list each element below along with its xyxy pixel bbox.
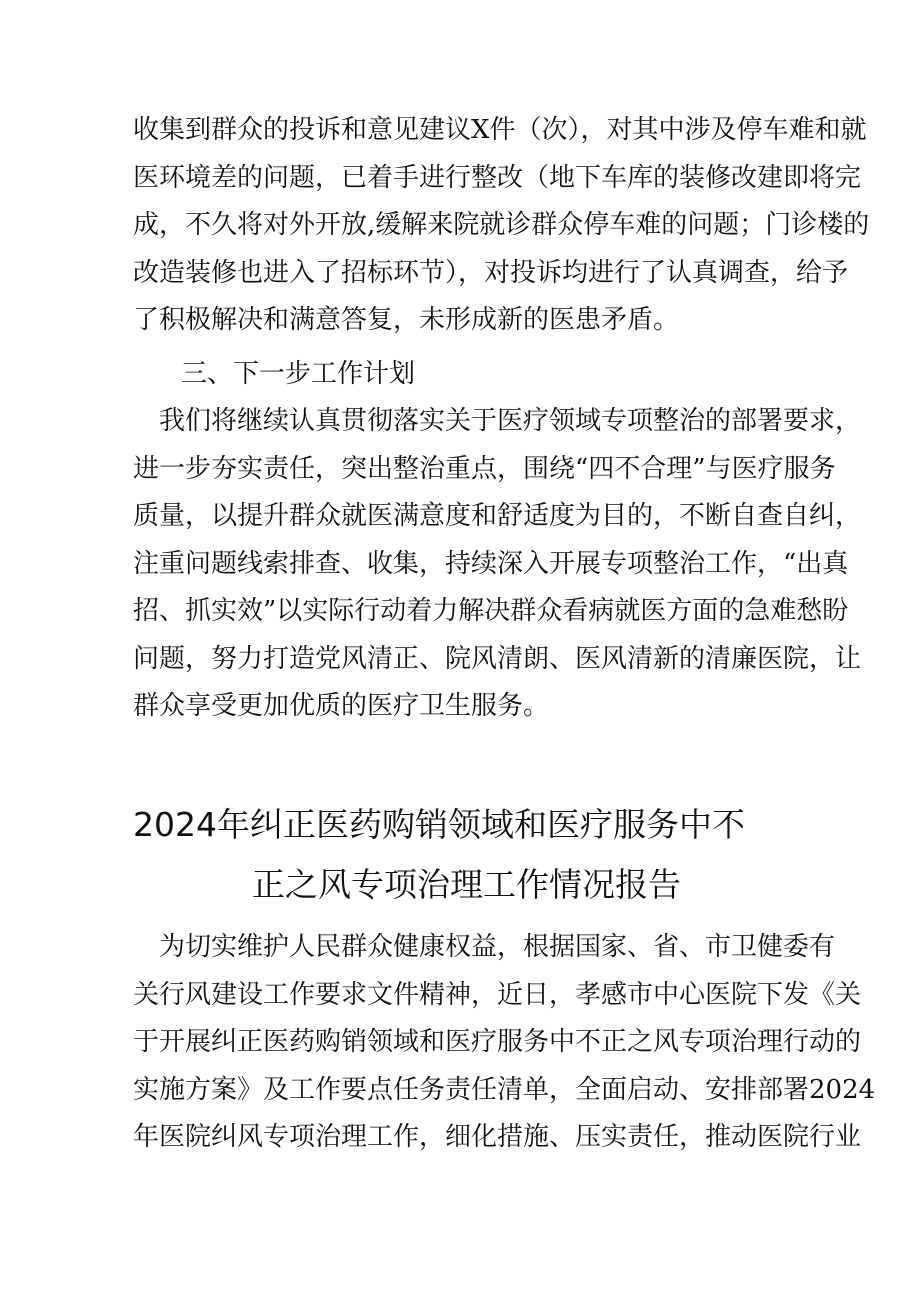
text-line: 质量，以提升群众就医满意度和舒适度为目的，不断自查自纠， — [133, 501, 862, 531]
text-line: 成，不久将对外开放,缓解来院就诊群众停车难的问题；门诊楼的 — [133, 210, 870, 240]
text-line: 问题，努力打造党风清正、院风清朗、医风清新的清廉医院，让 — [133, 643, 862, 674]
report-title-line-2: 正之风专项治理工作情况报告 — [252, 865, 681, 904]
text-line: 进一步夯实责任，突出整治重点，围绕“四不合理”与医疗服务 — [133, 453, 836, 484]
report-title-line-1: 2024年纠正医药购销领域和医疗服务中不 — [133, 805, 745, 844]
text-line: 了积极解决和满意答复，未形成新的医患矛盾。 — [133, 305, 680, 335]
text-line: 关行风建设工作要求文件精神，近日，孝感市中心医院下发《关 — [133, 979, 862, 1010]
text-line: 实施方案》及工作要点任务责任清单，全面启动、安排部署2024 — [133, 1074, 876, 1105]
paragraph-intro — [133, 924, 876, 1162]
text-line: 于开展纠正医药购销领域和医疗服务中不正之风专项治理行动的 — [133, 1027, 862, 1057]
text-line: 为切实维护人民群众健康权益，根据国家、省、市卫健委有 — [133, 932, 836, 962]
text-line: 医环境差的问题，已着手进行整改（地下车库的装修改建即将完 — [133, 162, 862, 193]
paragraph-plan — [133, 398, 862, 731]
text-line: 收集到群众的投诉和意见建议X件（次），对其中涉及停车难和就 — [133, 115, 867, 145]
text-line: 注重问题线索排查、收集，持续深入开展专项整治工作，“出真 — [133, 548, 849, 579]
text-line: 群众享受更加优质的医疗卫生服务。 — [133, 691, 550, 721]
text-line: 招、抓实效”以实际行动着力解决群众看病就医方面的急难愁盼 — [133, 596, 849, 626]
text-line: 我们将继续认真贯彻落实关于医疗领域专项整治的部署要求， — [133, 406, 862, 436]
text-line: 年医院纠风专项治理工作，细化措施、压实责任，推动医院行业 — [133, 1122, 862, 1152]
section-heading-next-steps: 三、下一步工作计划 — [181, 359, 416, 389]
paragraph-complaints — [133, 107, 870, 345]
text-line: 改造装修也进入了招标环节），对投诉均进行了认真调查，给予 — [133, 257, 849, 288]
